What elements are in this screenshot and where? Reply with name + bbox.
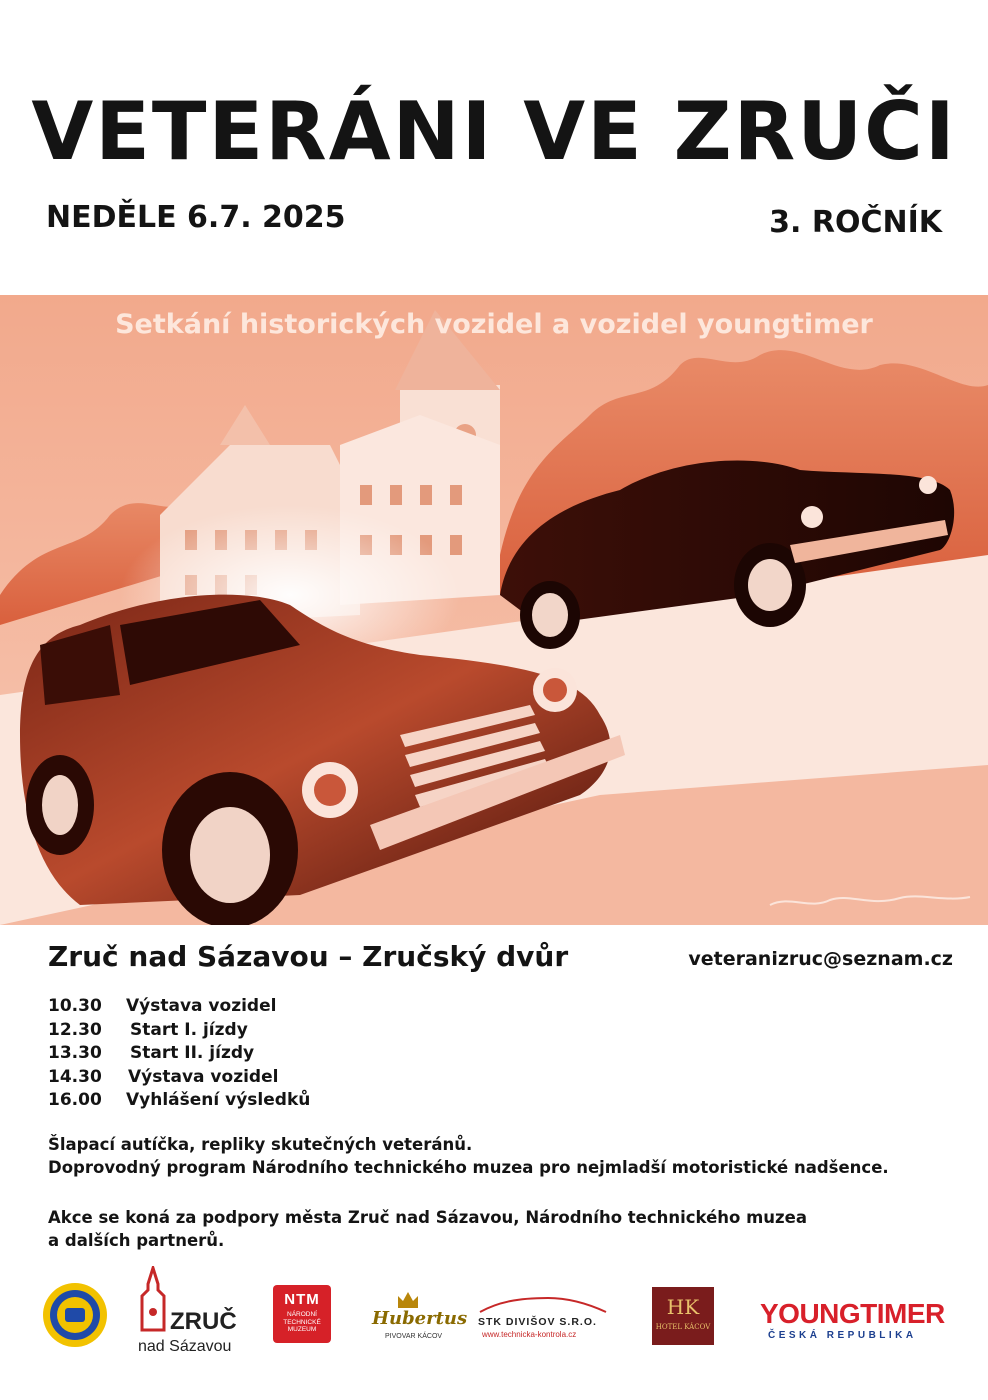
schedule-time: 10.30: [48, 996, 102, 1016]
schedule-list: [48, 995, 310, 1113]
ntm-logo[interactable]: [273, 1285, 331, 1343]
zruc-logo-name[interactable]: ZRUČ: [170, 1308, 237, 1335]
schedule-time: 13.30: [48, 1043, 102, 1063]
partner-logos: [0, 1260, 988, 1380]
contact-email[interactable]: veteranizruc@seznam.cz: [688, 948, 953, 970]
schedule-label: Start II. jízdy: [130, 1043, 255, 1063]
support-line: a dalších partnerů.: [48, 1231, 225, 1250]
hero-illustration: [0, 295, 988, 925]
schedule-item: [48, 1089, 310, 1113]
crown-icon: [396, 1290, 420, 1310]
zruc-logo-sub: nad Sázavou: [138, 1338, 232, 1355]
car-silhouette-icon: [478, 1294, 608, 1316]
event-edition: 3. ROČNÍK: [769, 205, 942, 240]
hero-subtitle: Setkání historických vozidel a vozidel youngtimer: [115, 309, 873, 340]
stk-logo[interactable]: STK DIVIŠOV S.R.O.: [478, 1316, 597, 1328]
stk-url: www.technicka-kontrola.cz: [482, 1330, 577, 1339]
event-date: NEDĚLE 6.7. 2025: [46, 200, 346, 235]
venue-heading: Zruč nad Sázavou – Zručský dvůr: [48, 940, 569, 973]
schedule-item: [48, 995, 310, 1019]
schedule-item: [48, 1019, 310, 1043]
schedule-time: 12.30: [48, 1019, 102, 1040]
hotel-mark: HK: [666, 1295, 700, 1319]
schedule-item: [48, 1066, 310, 1090]
program-info: [48, 1133, 889, 1179]
info-line: Doprovodný program Národního technického muzea pro nejmladší motoristické nadšence.: [48, 1158, 889, 1177]
schedule-label: Výstava vozidel: [128, 1066, 279, 1087]
schedule-item: [48, 1042, 310, 1066]
youngtimer-logo[interactable]: YOUNGTIMER: [760, 1298, 945, 1329]
schedule-label: Start I. jízdy: [130, 1019, 248, 1040]
schedule-label: Vyhlášení výsledků: [126, 1090, 311, 1110]
ntm-mark-icon: NTM: [284, 1291, 320, 1308]
schedule-time: 14.30: [48, 1066, 102, 1087]
support-info: [48, 1206, 807, 1252]
ntm-line1: NÁRODNÍ: [287, 1311, 317, 1318]
poster-title: VETERÁNI VE ZRUČI: [31, 85, 957, 178]
schedule-label: Výstava vozidel: [126, 996, 277, 1016]
ntm-line2: TECHNICKÉ: [283, 1318, 321, 1326]
hubertus-logo[interactable]: Hubertus: [372, 1308, 468, 1329]
hubertus-sub: PIVOVAR KÁCOV: [385, 1333, 443, 1340]
ntm-line3: MUZEUM: [287, 1326, 317, 1333]
hotel-logo[interactable]: [652, 1287, 714, 1345]
schedule-time: 16.00: [48, 1090, 102, 1110]
support-line: Akce se koná za podpory města Zruč nad Sázavou, Národního technického muzea: [48, 1208, 807, 1227]
hotel-name: HOTEL KÁCOV: [655, 1323, 711, 1331]
youngtimer-sub: ČESKÁ REPUBLIKA: [768, 1330, 917, 1341]
info-line: Šlapací autíčka, repliky skutečných veteránů.: [48, 1135, 473, 1154]
autoclub-logo[interactable]: [42, 1282, 108, 1348]
zruc-tower-icon: [138, 1266, 168, 1332]
hero-artwork: [0, 295, 988, 925]
